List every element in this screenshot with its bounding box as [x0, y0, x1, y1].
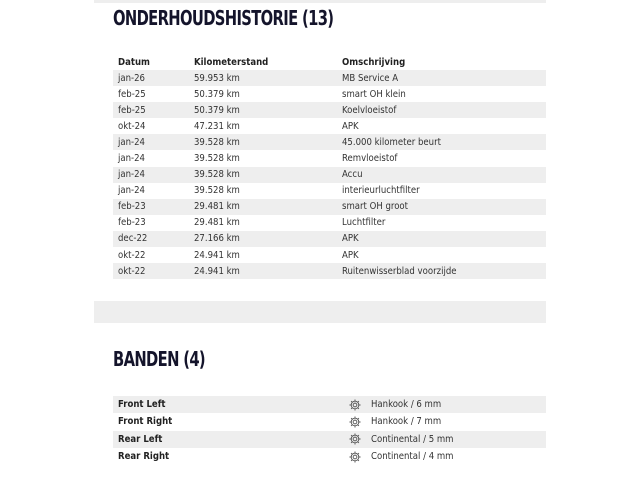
cell-date: jan-24	[118, 153, 145, 165]
cell-mileage: 39.528 km	[189, 134, 337, 150]
cell-mileage: 47.231 km	[194, 120, 240, 132]
table-row	[113, 215, 546, 231]
table-row	[113, 167, 546, 183]
cell-description: smart OH klein	[342, 88, 406, 100]
column-header-description: Omschrijving	[342, 56, 406, 68]
cell-mileage: 39.528 km	[189, 167, 337, 183]
list-item	[113, 448, 546, 465]
tyre-position: Rear Left	[118, 433, 163, 445]
cell-date: jan-26	[113, 70, 189, 86]
cell-date: feb-25	[113, 102, 189, 118]
cell-date: okt-22	[113, 263, 189, 279]
gear-icon	[348, 432, 362, 446]
cell-mileage: 29.481 km	[189, 199, 337, 215]
cell-mileage: 27.166 km	[189, 231, 337, 247]
list-item	[113, 413, 546, 430]
cell-description: Ruitenwisserblad voorzijde	[337, 263, 546, 279]
cell-date: feb-25	[118, 88, 146, 100]
tyres-list	[113, 396, 546, 465]
gear-icon	[348, 398, 362, 412]
gear-icon	[348, 450, 362, 464]
cell-date: jan-24	[113, 134, 189, 150]
maintenance-history-table	[113, 54, 546, 279]
tyres-title: BANDEN (4)	[113, 347, 206, 371]
tyre-value: Continental / 4 mm	[371, 451, 454, 463]
cell-date: dec-22	[113, 231, 189, 247]
table-row	[113, 263, 546, 279]
gear-icon	[348, 415, 362, 429]
table-row	[113, 118, 546, 134]
tyre-value: Hankook / 7 mm	[371, 416, 442, 428]
table-row	[113, 102, 546, 118]
cell-description: APK	[337, 231, 546, 247]
cell-mileage: 39.528 km	[194, 153, 240, 165]
column-header-mileage: Kilometerstand	[194, 56, 269, 68]
cell-description: Koelvloeistof	[337, 102, 546, 118]
cell-mileage: 50.379 km	[194, 88, 240, 100]
top-strip	[94, 0, 546, 3]
cell-mileage: 39.528 km	[194, 185, 240, 197]
section-divider	[94, 301, 546, 323]
cell-mileage: 50.379 km	[189, 102, 337, 118]
cell-description: 45.000 kilometer beurt	[337, 134, 546, 150]
table-row	[113, 199, 546, 215]
cell-date: okt-22	[118, 249, 146, 261]
list-item	[113, 396, 546, 413]
cell-date: okt-24	[118, 120, 146, 132]
cell-description: Accu	[337, 167, 546, 183]
tyre-position: Front Left	[118, 399, 166, 411]
cell-description: Remvloeistof	[342, 153, 398, 165]
cell-mileage: 59.953 km	[189, 70, 337, 86]
cell-description: APK	[342, 249, 359, 261]
maintenance-history-title: ONDERHOUDSHISTORIE (13)	[113, 6, 334, 30]
column-header-date: Datum	[118, 56, 150, 68]
cell-description: MB Service A	[337, 70, 546, 86]
tyre-value: Hankook / 6 mm	[371, 399, 442, 411]
cell-mileage: 24.941 km	[194, 249, 240, 261]
cell-description: smart OH groot	[337, 199, 546, 215]
cell-mileage: 24.941 km	[189, 263, 337, 279]
tyre-value: Continental / 5 mm	[371, 433, 454, 445]
cell-description: APK	[342, 120, 359, 132]
table-row	[113, 183, 546, 199]
cell-date: jan-24	[118, 185, 145, 197]
list-item	[113, 431, 546, 448]
cell-date: feb-23	[113, 199, 189, 215]
table-row	[113, 70, 546, 86]
table-row	[113, 86, 546, 102]
cell-mileage: 29.481 km	[194, 217, 240, 229]
table-row	[113, 231, 546, 247]
table-header-row	[113, 54, 546, 70]
table-row	[113, 150, 546, 166]
cell-date: feb-23	[118, 217, 146, 229]
cell-description: interieurluchtfilter	[342, 185, 420, 197]
cell-description: Luchtfilter	[342, 217, 386, 229]
tyre-position: Front Right	[118, 416, 173, 428]
table-row	[113, 134, 546, 150]
table-row	[113, 247, 546, 263]
tyre-position: Rear Right	[118, 451, 170, 463]
cell-date: jan-24	[113, 167, 189, 183]
